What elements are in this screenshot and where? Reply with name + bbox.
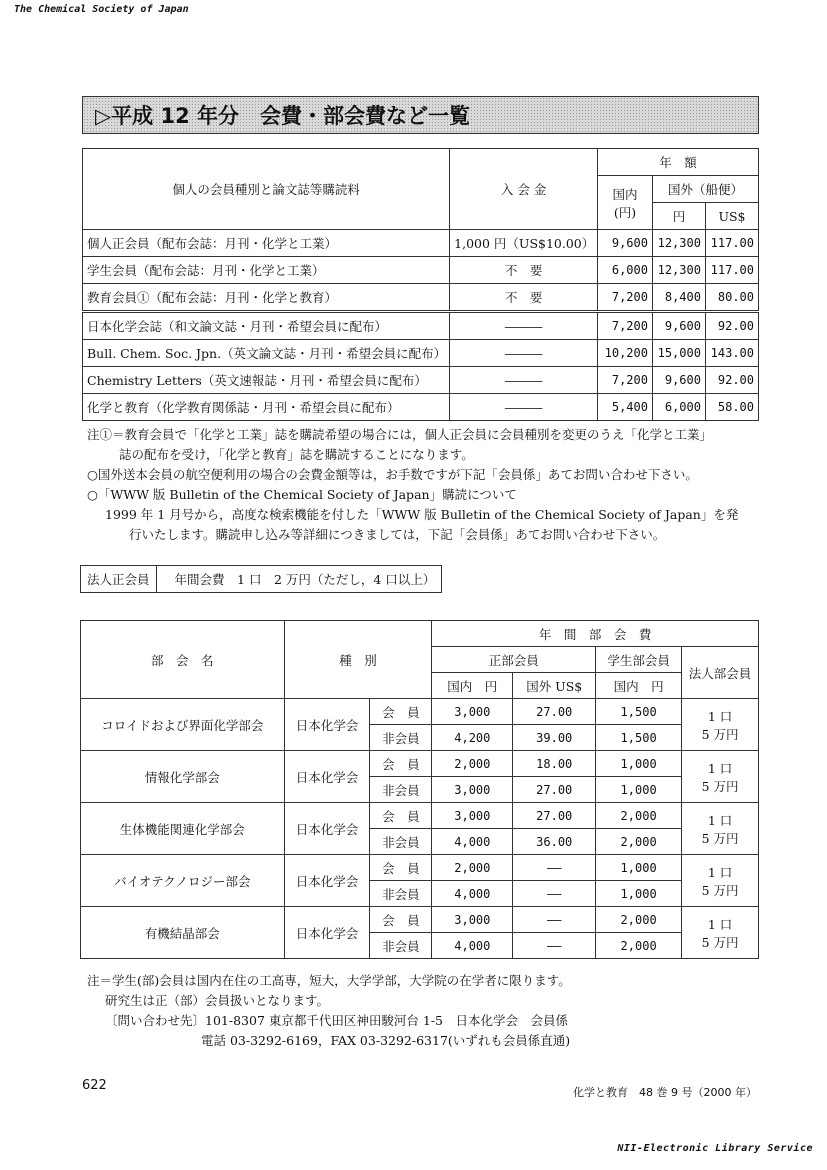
overseas-yen-cell: 6,000 [652, 394, 705, 421]
non-member-label: 非会員 [370, 725, 432, 751]
fee-row [83, 340, 759, 367]
col-division-name: 部 会 名 [81, 621, 285, 699]
corporate-member-box [80, 565, 442, 593]
non-member-yen: 4,000 [432, 829, 513, 855]
entry-fee-cell: 1,000 円（US$10.00） [450, 230, 598, 257]
division-header-row [81, 621, 759, 647]
non-member-student-yen: 1,000 [596, 777, 682, 803]
division-name: 有機結晶部会 [81, 907, 285, 959]
domestic-fee-cell: 9,600 [598, 230, 653, 257]
overseas-yen-cell: 8,400 [652, 284, 705, 312]
corporate-label: 法人正会員 [87, 572, 150, 587]
entry-fee-cell: ――― [450, 340, 598, 367]
corporate-fee [682, 855, 759, 907]
overseas-usd-cell: 117.00 [705, 230, 758, 257]
division-kind: 日本化学会 [284, 907, 370, 959]
note-line: 誌の配布を受け，「化学と教育」誌を購読することになります。 [119, 447, 474, 462]
fee-type-cell: Chemistry Letters（英文速報誌・月刊・希望会員に配布） [83, 367, 450, 394]
non-member-usd: 27.00 [513, 777, 596, 803]
fee-row [83, 257, 759, 284]
col-corporate: 法人部会員 [682, 647, 759, 699]
non-member-yen: 4,000 [432, 881, 513, 907]
note-line: ○「WWW 版 Bulletin of the Chemical Society of Japan」購読について [87, 487, 517, 502]
non-member-label: 非会員 [370, 881, 432, 907]
col-student: 学生部会員 [596, 647, 682, 673]
corporate-units: 1 口 [707, 916, 733, 932]
member-label: 会 員 [370, 907, 432, 933]
overseas-usd-cell: 92.00 [705, 367, 758, 394]
corporate-units: 1 口 [707, 708, 733, 724]
division-name: 情報化学部会 [81, 751, 285, 803]
entry-fee-cell: ――― [450, 394, 598, 421]
member-usd: ―― [513, 907, 596, 933]
col-annual-division-fee: 年 間 部 会 費 [432, 621, 759, 647]
member-yen: 2,000 [432, 855, 513, 881]
non-member-usd: 39.00 [513, 725, 596, 751]
division-kind: 日本化学会 [284, 855, 370, 907]
entry-fee-cell: ――― [450, 367, 598, 394]
corporate-fee [682, 803, 759, 855]
overseas-usd-cell: 143.00 [705, 340, 758, 367]
col-over-usd: 国外 US$ [513, 673, 596, 699]
overseas-yen-cell: 15,000 [652, 340, 705, 367]
overseas-usd-cell: 117.00 [705, 257, 758, 284]
non-member-usd: 36.00 [513, 829, 596, 855]
division-row [81, 803, 759, 829]
title-banner [82, 96, 759, 134]
fee-type-cell: Bull. Chem. Soc. Jpn.（英文論文誌・月刊・希望会員に配布） [83, 340, 450, 367]
col-overseas: 国外（船便） [652, 176, 758, 203]
fee-header-row [83, 149, 759, 176]
fee-row [83, 312, 759, 340]
domestic-fee-cell: 10,200 [598, 340, 653, 367]
division-fee-table [80, 620, 759, 959]
col-regular: 正部会員 [432, 647, 596, 673]
fee-type-cell: 日本化学会誌（和文論文誌・月刊・希望会員に配布） [83, 312, 450, 340]
note-line: 注＝学生(部)会員は国内在住の工高専，短大，大学学部，大学院の在学者に限ります。 [87, 973, 571, 988]
member-label: 会 員 [370, 855, 432, 881]
fee-type-cell: 学生会員（配布会誌：月刊・化学と工業） [83, 257, 450, 284]
overseas-usd-cell: 92.00 [705, 312, 758, 340]
note-line: 注①＝教育会員で「化学と工業」誌を購読希望の場合には，個人正会員に会員種別を変更のうえ「化学と工業」 [87, 427, 713, 442]
non-member-usd: ―― [513, 933, 596, 959]
corporate-amount: 5 万円 [701, 726, 739, 742]
overseas-usd-cell: 58.00 [705, 394, 758, 421]
entry-fee-cell: 不 要 [450, 257, 598, 284]
overseas-yen-cell: 12,300 [652, 230, 705, 257]
non-member-yen: 4,200 [432, 725, 513, 751]
member-student-yen: 2,000 [596, 907, 682, 933]
non-member-student-yen: 2,000 [596, 829, 682, 855]
note-line: 1999 年 1 月号から，高度な検索機能を付した「WWW 版 Bulletin of the Chemical Society of Japan」を発 [105, 507, 739, 522]
division-name: バイオテクノロジー部会 [81, 855, 285, 907]
fee-row [83, 367, 759, 394]
division-row [81, 907, 759, 933]
division-name: コロイドおよび界面化学部会 [81, 699, 285, 751]
member-usd: 27.00 [513, 803, 596, 829]
division-notes [87, 971, 571, 1051]
corporate-fee-text: 年間会費 1 口 2 万円（ただし，4 口以上） [174, 572, 436, 587]
non-member-student-yen: 2,000 [596, 933, 682, 959]
division-name: 生体機能関連化学部会 [81, 803, 285, 855]
member-student-yen: 1,000 [596, 751, 682, 777]
col-annual-fee: 年 額 [598, 149, 759, 176]
member-yen: 3,000 [432, 907, 513, 933]
domestic-fee-cell: 5,400 [598, 394, 653, 421]
contact-address: 〔問い合わせ先〕101-8307 東京都千代田区神田駿河台 1-5 日本化学会 会員係 [105, 1013, 568, 1028]
page-header-society: The Chemical Society of Japan [14, 4, 189, 15]
non-member-label: 非会員 [370, 829, 432, 855]
overseas-yen-cell: 9,600 [652, 367, 705, 394]
non-member-yen: 4,000 [432, 933, 513, 959]
col-division-kind: 種 別 [284, 621, 432, 699]
overseas-yen-cell: 9,600 [652, 312, 705, 340]
division-kind: 日本化学会 [284, 803, 370, 855]
member-usd: ―― [513, 855, 596, 881]
membership-fee-table [82, 148, 759, 421]
corporate-units: 1 口 [707, 812, 733, 828]
member-student-yen: 1,500 [596, 699, 682, 725]
col-overseas-yen: 円 [652, 203, 705, 230]
note-line: 行いたします。購読申し込み等詳細につきましては，下記「会員係」あてお問い合わせ下さい。 [129, 527, 666, 542]
division-row [81, 855, 759, 881]
member-student-yen: 2,000 [596, 803, 682, 829]
contact-phone: 電話 03-3292-6169，FAX 03-3292-6317(いずれも会員係直通) [201, 1033, 571, 1048]
overseas-usd-cell: 80.00 [705, 284, 758, 312]
corporate-fee [682, 751, 759, 803]
corporate-fee [682, 699, 759, 751]
page-title: ▷平成 12 年分 会費・部会費など一覧 [95, 104, 470, 128]
overseas-yen-cell: 12,300 [652, 257, 705, 284]
corporate-amount: 5 万円 [701, 778, 739, 794]
col-entry-fee: 入 会 金 [450, 149, 598, 230]
member-usd: 18.00 [513, 751, 596, 777]
member-usd: 27.00 [513, 699, 596, 725]
divider [156, 566, 169, 592]
non-member-label: 非会員 [370, 777, 432, 803]
corporate-units: 1 口 [707, 864, 733, 880]
division-row [81, 699, 759, 725]
member-label: 会 員 [370, 699, 432, 725]
domestic-fee-cell: 7,200 [598, 312, 653, 340]
member-yen: 2,000 [432, 751, 513, 777]
corporate-units: 1 口 [707, 760, 733, 776]
fee-row [83, 394, 759, 421]
corporate-amount: 5 万円 [701, 830, 739, 846]
fee-row [83, 230, 759, 257]
fee-row [83, 284, 759, 312]
fee-notes [87, 425, 767, 545]
fee-type-cell: 個人正会員（配布会誌：月刊・化学と工業） [83, 230, 450, 257]
col-student-yen: 国内 円 [596, 673, 682, 699]
non-member-usd: ―― [513, 881, 596, 907]
corporate-fee [682, 907, 759, 959]
journal-citation: 化学と教育 48 巻 9 号（2000 年） [573, 1086, 757, 1099]
corporate-amount: 5 万円 [701, 934, 739, 950]
domestic-fee-cell: 7,200 [598, 284, 653, 312]
non-member-yen: 3,000 [432, 777, 513, 803]
col-member-type: 個人の会員種別と論文誌等購読料 [83, 149, 450, 230]
member-student-yen: 1,000 [596, 855, 682, 881]
fee-type-cell: 化学と教育（化学教育関係誌・月刊・希望会員に配布） [83, 394, 450, 421]
non-member-student-yen: 1,500 [596, 725, 682, 751]
page-number: 622 [82, 1078, 107, 1093]
col-domestic: 国内 (円) [598, 176, 653, 230]
footer-service: NII-Electronic Library Service [617, 1143, 813, 1154]
division-row [81, 751, 759, 777]
member-yen: 3,000 [432, 803, 513, 829]
col-dom-yen: 国内 円 [432, 673, 513, 699]
note-line: 研究生は正（部）会員扱いとなります。 [105, 993, 330, 1008]
division-kind: 日本化学会 [284, 699, 370, 751]
entry-fee-cell: 不 要 [450, 284, 598, 312]
member-label: 会 員 [370, 803, 432, 829]
note-line: ○国外送本会員の航空便利用の場合の会費金額等は，お手数ですが下記「会員係」あてお問い合わせ下さい。 [87, 467, 698, 482]
division-kind: 日本化学会 [284, 751, 370, 803]
entry-fee-cell: ――― [450, 312, 598, 340]
domestic-fee-cell: 7,200 [598, 367, 653, 394]
corporate-amount: 5 万円 [701, 882, 739, 898]
non-member-label: 非会員 [370, 933, 432, 959]
col-overseas-usd: US$ [705, 203, 758, 230]
fee-type-cell: 教育会員①（配布会誌：月刊・化学と教育） [83, 284, 450, 312]
member-label: 会 員 [370, 751, 432, 777]
member-yen: 3,000 [432, 699, 513, 725]
domestic-fee-cell: 6,000 [598, 257, 653, 284]
non-member-student-yen: 1,000 [596, 881, 682, 907]
